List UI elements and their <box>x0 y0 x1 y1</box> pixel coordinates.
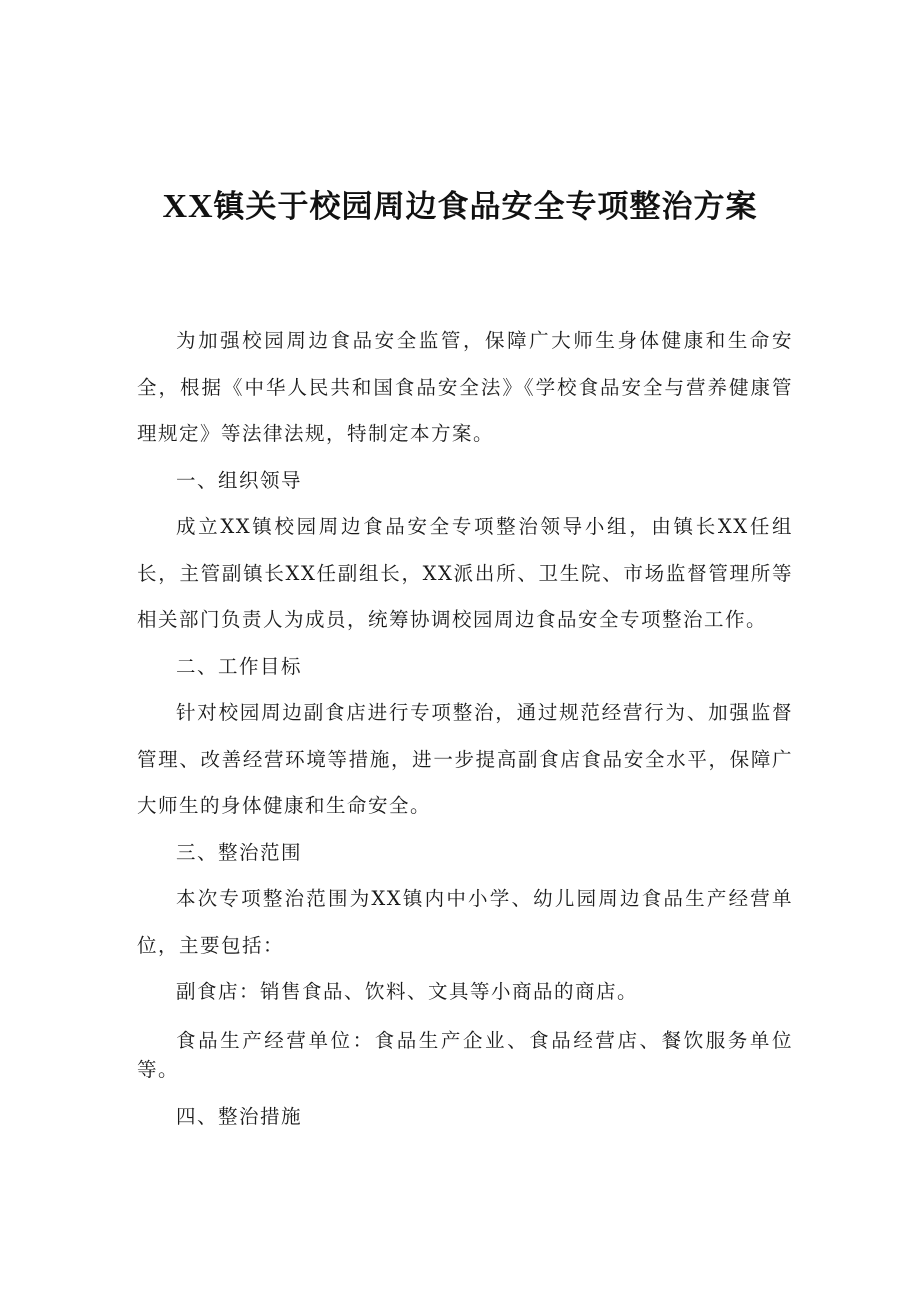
section-heading-scope: 三、整治范围 <box>176 840 303 864</box>
section-heading-goals: 二、工作目标 <box>176 654 303 678</box>
scope-item-producers: 食品生产经营单位：食品生产企业、食品经营店、餐饮服务单位等。 <box>137 1028 793 1081</box>
document-body <box>137 318 793 1140</box>
goals-paragraph: 针对校园周边副食店进行专项整治，通过规范经营行为、加强监督管理、改善经营环境等措施，进一步提高副食店食品安全水平，保障广大师生的身体健康和生命安全。 <box>137 701 793 817</box>
section-heading-measures: 四、整治措施 <box>176 1104 303 1128</box>
organization-paragraph: 成立XX镇校园周边食品安全专项整治领导小组，由镇长XX任组长，主管副镇长XX任副组长，XX派出所、卫生院、市场监督管理所等相关部门负责人为成员，统筹协调校园周边食品安全专项整治工作。 <box>137 515 793 631</box>
scope-item-shops: 副食店：销售食品、饮料、文具等小商品的商店。 <box>176 980 639 1003</box>
document-title <box>0 183 920 231</box>
scope-paragraph: 本次专项整治范围为XX镇内中小学、幼儿园周边食品生产经营单位，主要包括： <box>137 887 793 957</box>
section-heading-organization: 一、组织领导 <box>176 468 303 492</box>
title-prefix: XX <box>162 188 214 225</box>
intro-paragraph: 为加强校园周边食品安全监管，保障广大师生身体健康和生命安全，根据《中华人民共和国食品安全法》《学校食品安全与营养健康管理规定》等法律法规，特制定本方案。 <box>137 329 793 445</box>
title-text: 镇关于校园周边食品安全专项整治方案 <box>213 189 758 225</box>
